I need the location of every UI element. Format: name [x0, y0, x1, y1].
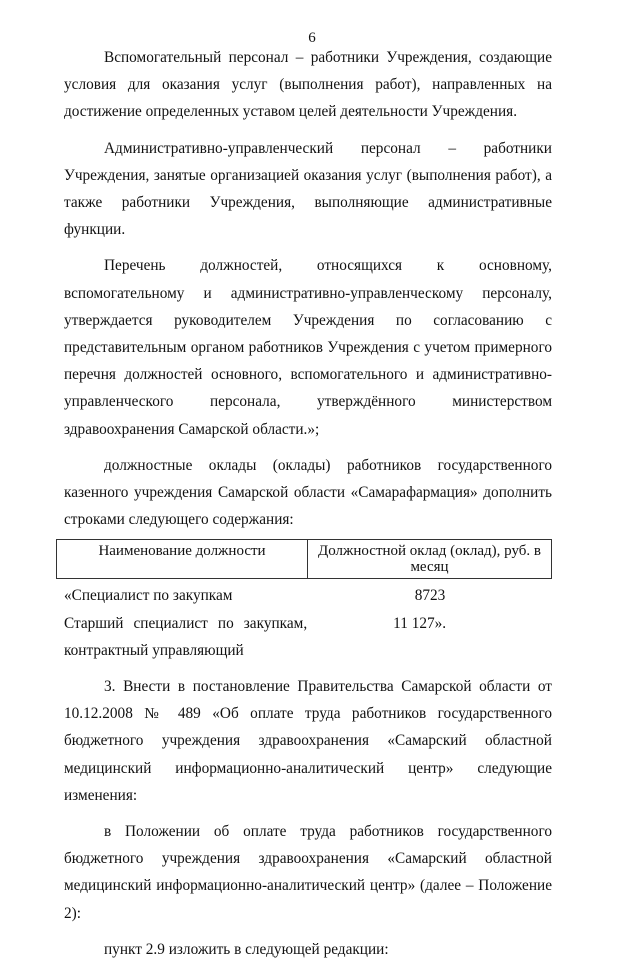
paragraph-clause-2-9: пункт 2.9 изложить в следующей редакции:: [104, 940, 389, 958]
row-position-name: Старший специалист по закупкам,: [64, 614, 308, 632]
paragraph-amend-resolution: 3. Внести в постановление Правительства Самарской области от 10.12.2008 № 489 «Об оплате труда работников государственного бюджетного учреждения здравоохранения «Самарский областной медицинский информационно-аналитический центр» следующие изменения:: [64, 678, 552, 804]
salary-table-header: [56, 539, 552, 579]
row-position-name-cont: контрактный управляющий: [64, 641, 244, 659]
paragraph-regulation-2: в Положении об оплате труда работников государственного бюджетного учреждения здравоохранения «Самарский областной медицинский информационно-аналитический центр» (далее – Положение 2):: [64, 823, 552, 922]
paragraph-salaries-intro: должностные оклады (оклады) работников государственного казенного учреждения Самарской области «Самарафармация» дополнить строками следующего содержания:: [64, 456, 552, 529]
row-position-name: «Специалист по закупкам: [64, 587, 233, 605]
row-salary-value: 8723: [414, 587, 446, 605]
salary-rows: [64, 582, 552, 664]
table-header-salary: Должностной оклад (оклад), руб. в месяц: [308, 540, 552, 579]
paragraph-position-list: Перечень должностей, относящихся к основному, вспомогательному и административно-управленческому персоналу, утверждается руководителем Учреждения по согласованию с представительным органом работников Учреждения с учетом примерного перечня должностей основного, вспомогательного и административно-управленческого персонала, утверждённого министерством здравоохранения Самарской области.»;: [64, 257, 552, 438]
table-row: [64, 610, 552, 637]
row-salary-value: 11 127».: [393, 614, 447, 632]
paragraph-auxiliary-staff: Вспомогательный персонал – работники Учреждения, создающие условия для оказания услуг (выполнения работ), направленных на достижение определенных уставом целей деятельности Учреждения.: [64, 49, 552, 121]
table-row: [64, 582, 552, 609]
paragraph-admin-staff: Административно-управленческий персонал – работники Учреждения, занятые организацией оказания услуг (выполнения работ), а также работники Учреждения, выполняющие административные функции.: [64, 139, 552, 239]
table-row: [64, 637, 552, 664]
table-header-position: Наименование должности: [57, 540, 308, 579]
page-number: 6: [308, 30, 316, 46]
document-body: [64, 44, 552, 963]
